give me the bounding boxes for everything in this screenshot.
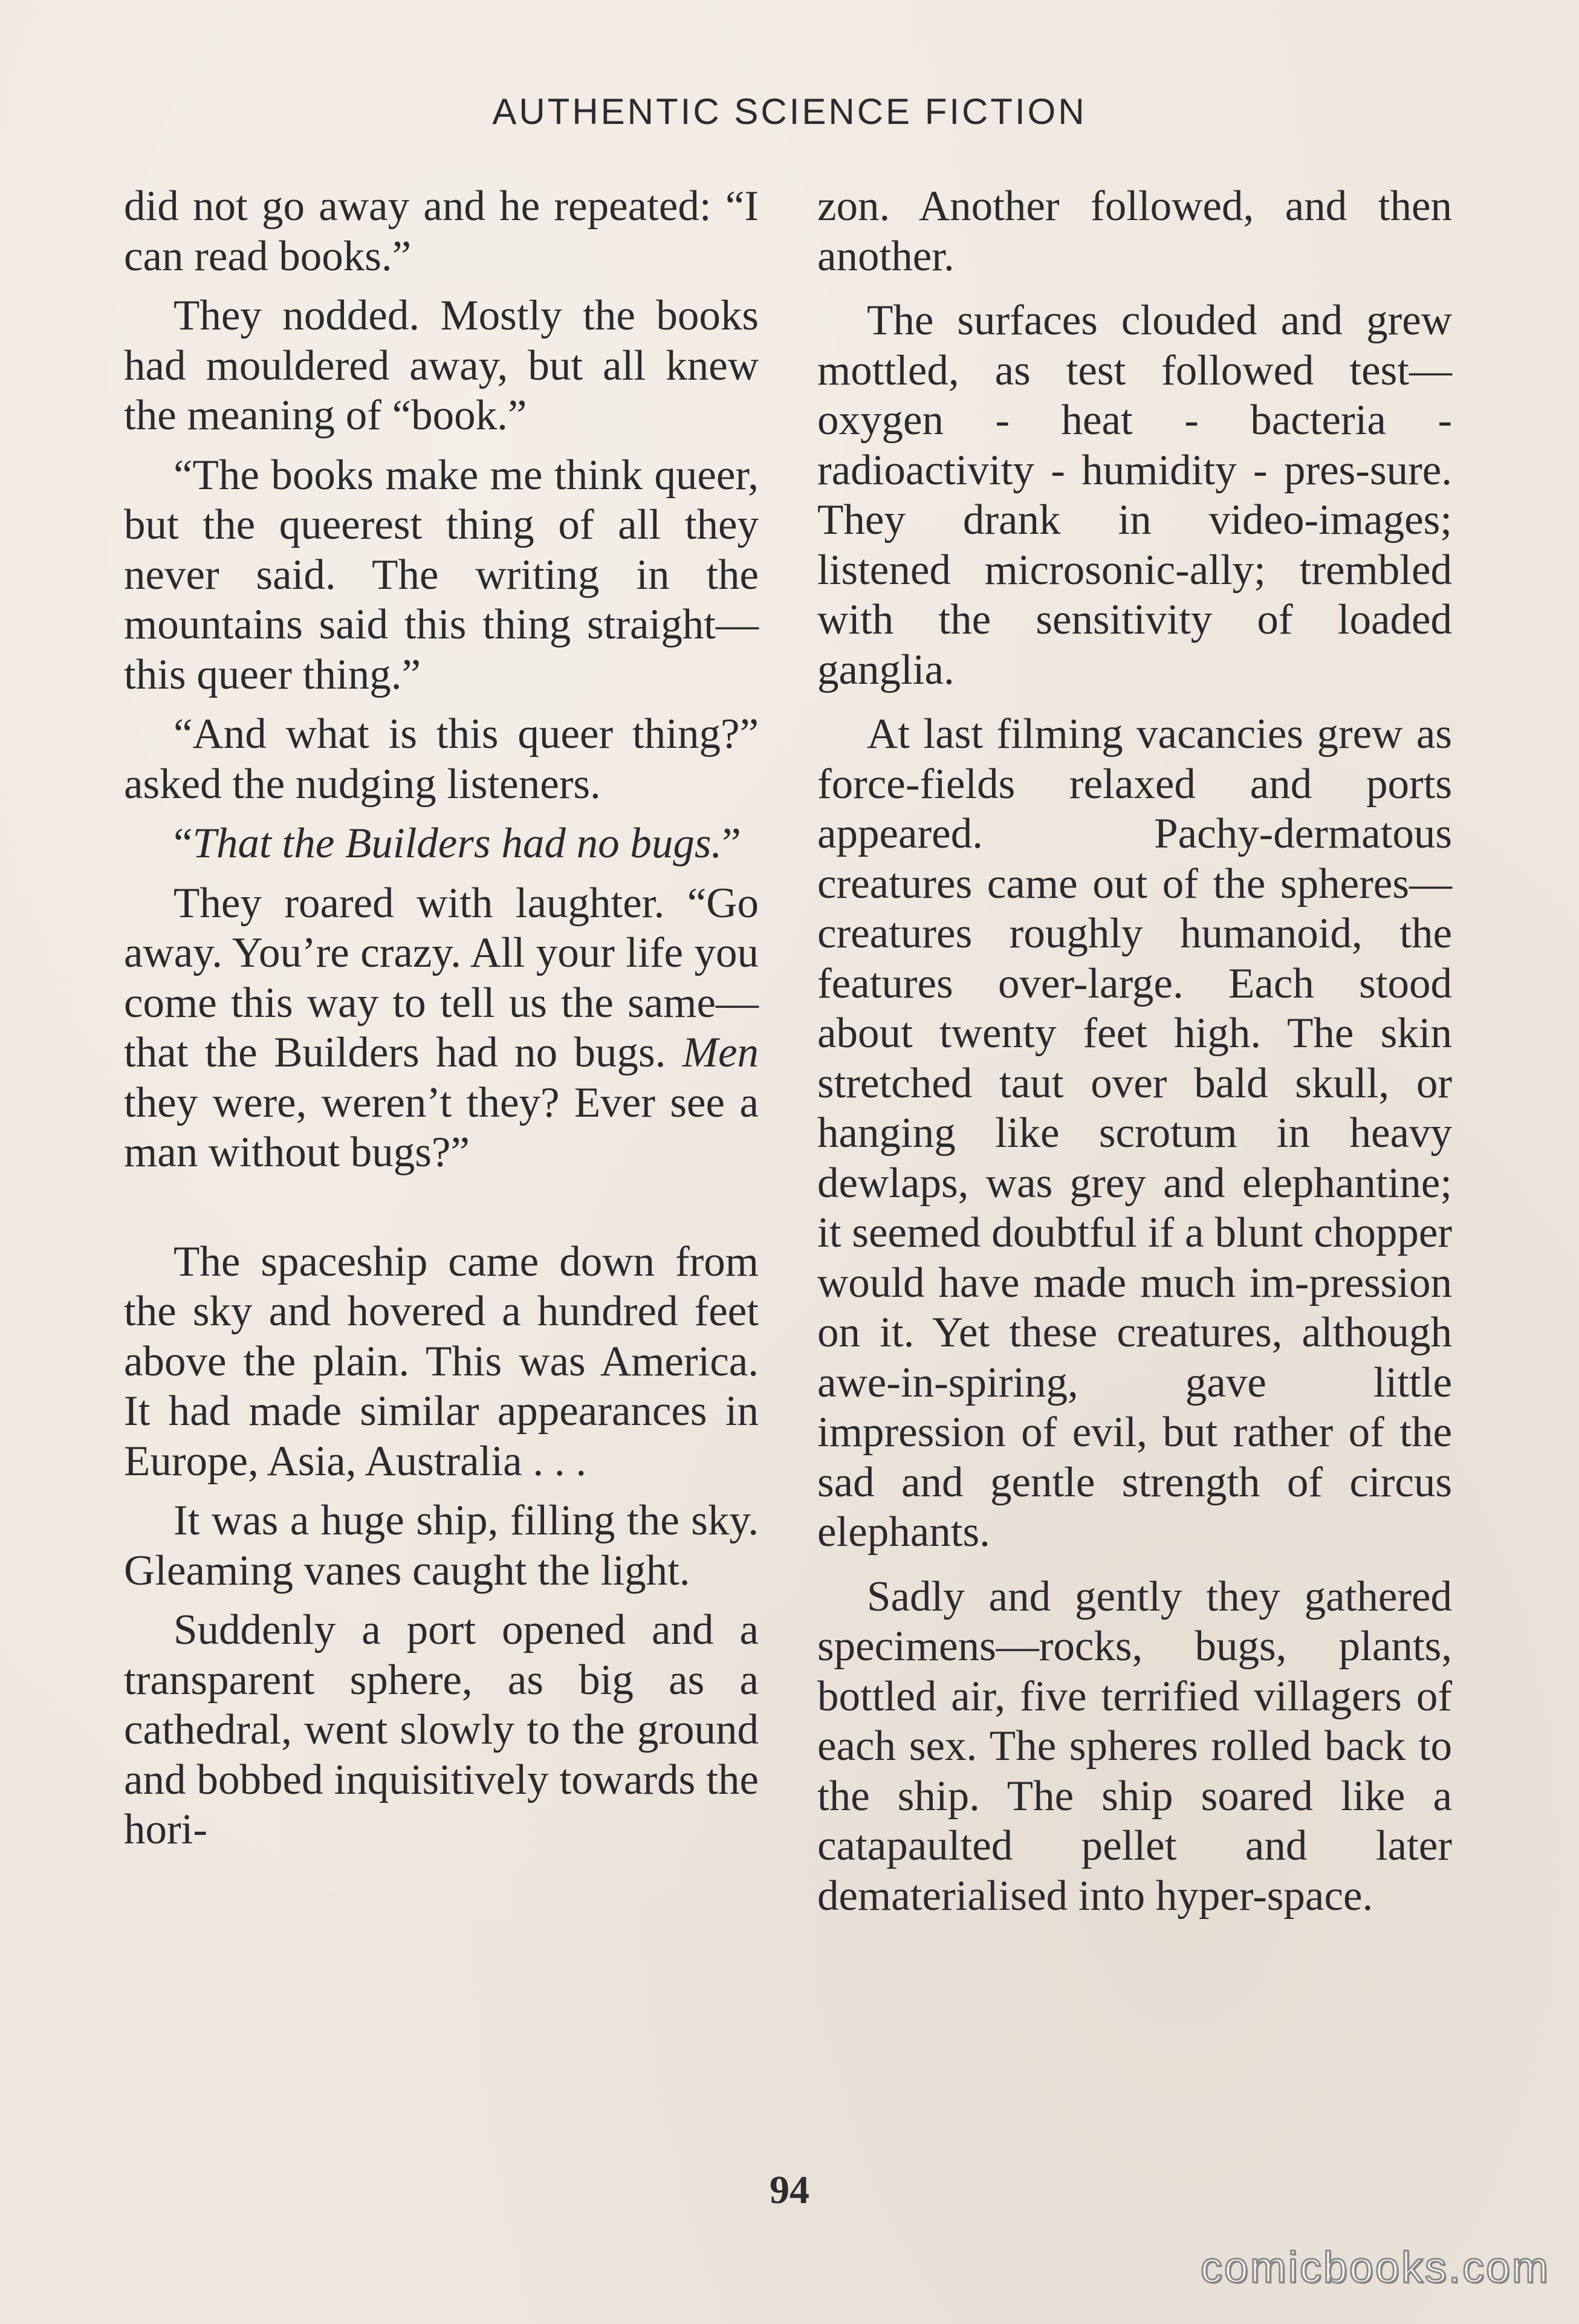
- paragraph: Suddenly a port opened and a transparent sphere, as big as a cathedral, went slowly to the ground and bobbed inquisitively towards the hori-: [124, 1606, 759, 1853]
- paragraph: [124, 878, 759, 1178]
- paragraph: At last filming vacancies grew as force-fields relaxed and ports appeared. Pachy-dermatous creatures came out of the spheres—creatures roughly humanoid, the features over-large. Each stood about twenty feet high. The skin stretched taut over bald skull, or hanging like scrotum in heavy dewlaps, was grey and elephantine; it seemed doubtful if a blunt chopper would have made much im-pression on it. Yet these creatures, although awe-in-spiring, gave little impression of evil, but rather of the sad and gentle strength of circus elephants.: [817, 710, 1452, 1556]
- running-head: AUTHENTIC SCIENCE FICTION: [492, 91, 1087, 132]
- page-number: 94: [770, 2168, 809, 2212]
- paragraph-italic-quote: [124, 819, 759, 869]
- paragraph: It was a huge ship, filling the sky. Gleaming vanes caught the light.: [124, 1497, 759, 1594]
- paragraph-section-start: The spaceship came down from the sky and hovered a hundred feet above the plain. This was America. It had made similar appearances in Europe, Asia, Australia . . .: [124, 1238, 759, 1485]
- paragraph: did not go away and he repeated: “I can read books.”: [124, 183, 759, 280]
- paragraph: They nodded. Mostly the books had mouldered away, but all knew the meaning of “book.”: [124, 292, 759, 439]
- paragraph: Sadly and gently they gathered specimens—rocks, bugs, plants, bottled air, five terrified villagers of each sex. The spheres rolled back to the ship. The ship soared like a catapaulted pellet and later dematerialised into hyper-space.: [817, 1573, 1452, 1920]
- paragraph: zon. Another followed, and then another.: [817, 183, 1452, 280]
- paragraph: “The books make me think queer, but the queerest thing of all they never said. The writing in the mountains said this thing straight—this queer thing.”: [124, 451, 759, 698]
- close-quote: ”: [722, 820, 741, 867]
- italic-quote: That the Builders had no bugs.: [192, 820, 722, 867]
- open-quote: “: [173, 820, 193, 867]
- watermark-logo: comicbooks.com: [1200, 2244, 1550, 2292]
- right-column: [817, 181, 1452, 1935]
- left-column: [124, 181, 759, 1865]
- text-run: They roared with laughter. “Go away. You’re crazy. All your life you come this way to tell us the same—that the Builders had no bugs.: [124, 879, 759, 1076]
- paragraph: The surfaces clouded and grew mottled, as test followed test—oxygen - heat - bacteria - radioactivity - humidity - pres-sure. They drank in video-images; listened microsonic-ally; trembled with the sensitivity of loaded ganglia.: [817, 297, 1452, 693]
- paragraph: “And what is this queer thing?” asked the nudging listeners.: [124, 710, 759, 808]
- italic-word: Men: [682, 1029, 759, 1076]
- text-run: they were, weren’t they? Ever see a man without bugs?”: [124, 1079, 759, 1176]
